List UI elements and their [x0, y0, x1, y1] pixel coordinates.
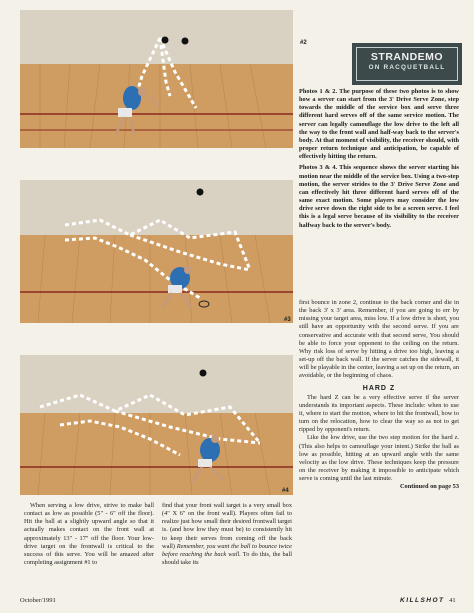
caption-photos-1-2: Photos 1 & 2. The purpose of these two photos is to show how a server can start from the 3' Drive Serve Zone, step towards the middle of the service box and serve three different hard serves off of the same service motion. The server can legally camouflage the low drive to the left all the way to the front wall and half-way back to the server's body. At that moment of visibility, the receiver should, with proper return technique and anticipation, be capable of effectively hitting the return.: [299, 88, 459, 161]
column-banner: [352, 43, 462, 85]
caption-block: [299, 88, 459, 230]
banner-title: STRANDEMO: [370, 51, 444, 63]
section-heading-hard-z: HARD Z: [362, 384, 396, 392]
paragraph-text: find that your front wall target is a very small box (4" X 6" on the front wall). Players often fail to realize just how small their desired frontwall target is. (and how low they must be) to consistently hit to keep their serves from coming off the back wall): [162, 502, 292, 550]
caption-photos-3-4: Photos 3 & 4. This sequence shows the server starting his motion near the middle of the service box. Using a two-step motion, the server strides to the 3' Drive Serve Zone and can effectively hit three different hard serves off of the same exact motion. Some players may consider the low drive serve down the right side to be a screen serve. I feel this is a legal serve because of its visibility to the receiver halfway back to the server's body.: [299, 164, 459, 229]
paragraph-text: To do this, the ball should take its: [162, 550, 293, 567]
photo-3-label: #3: [284, 317, 291, 323]
footer-magazine: [400, 597, 456, 604]
article-column-3: [299, 299, 459, 491]
article-paragraph: [162, 502, 292, 567]
photo-2-label: #2: [300, 40, 307, 46]
photo-2: [20, 10, 293, 148]
article-paragraph: Like the low drive, use the two step motion for the hard z. (This also helps to camouflage your intent.) Strike the ball as low as possible, hitting at an upward angle with the same velocity as the low drive. These techniques keep the pressure on the receiver by making it impossible to anticipate which serve is coming until the last minute.: [299, 434, 459, 483]
article-column-1: [24, 502, 154, 567]
footer-date: October/1991: [20, 597, 56, 604]
photo-4: [20, 355, 293, 495]
photo-3: [20, 180, 293, 323]
continued-note: Continued on page 53: [399, 483, 459, 491]
article-column-2: [162, 502, 292, 567]
paragraph-emphasis: Remember, you want the ball to bounce twice before reaching the back wall.: [162, 542, 292, 558]
photo-4-label: #4: [282, 488, 289, 494]
magazine-name: KILLSHOT: [400, 597, 445, 604]
article-paragraph: The hard Z can be a very effective serve if the server understands its important aspects. These include: when to use it, where to start the motion, where to hit the frontwall, how to turn on the relocation, how to clear the way so as not to get ripped by opponent's return.: [299, 393, 459, 434]
article-paragraph: When serving a low drive, strive to make ball contact as low as possible (5" - 6" off the floor). Hit the ball at a slightly upward angle so that it actually makes contact on the front wall at approximately 13" - 17" off the floor. Your low-drive target on the frontwall is critical to the success of this serve. You will be amazed after completing assignment #1 to: [24, 502, 154, 567]
article-paragraph: first bounce in zone 2, continue to the back corner and die in the back 3' x 3' area. Remember, if you are going to err by missing your target area, miss low. If a low drive is short, you still have an opportunity with the second serve. If you are conservative and accurate with that second serve, You should be able to force your opponent to the ceiling on the return. Why risk loss of serve by hitting a drive too high, leaving a set-up off the back wall. If the server catches the sidewall, it will be playable in the center, leaving a set up on the return, an avoidable, or the beginning of chaos.: [299, 299, 459, 380]
page-number: 41: [449, 597, 456, 604]
banner-subtitle: ON RACQUETBALL: [368, 64, 446, 71]
